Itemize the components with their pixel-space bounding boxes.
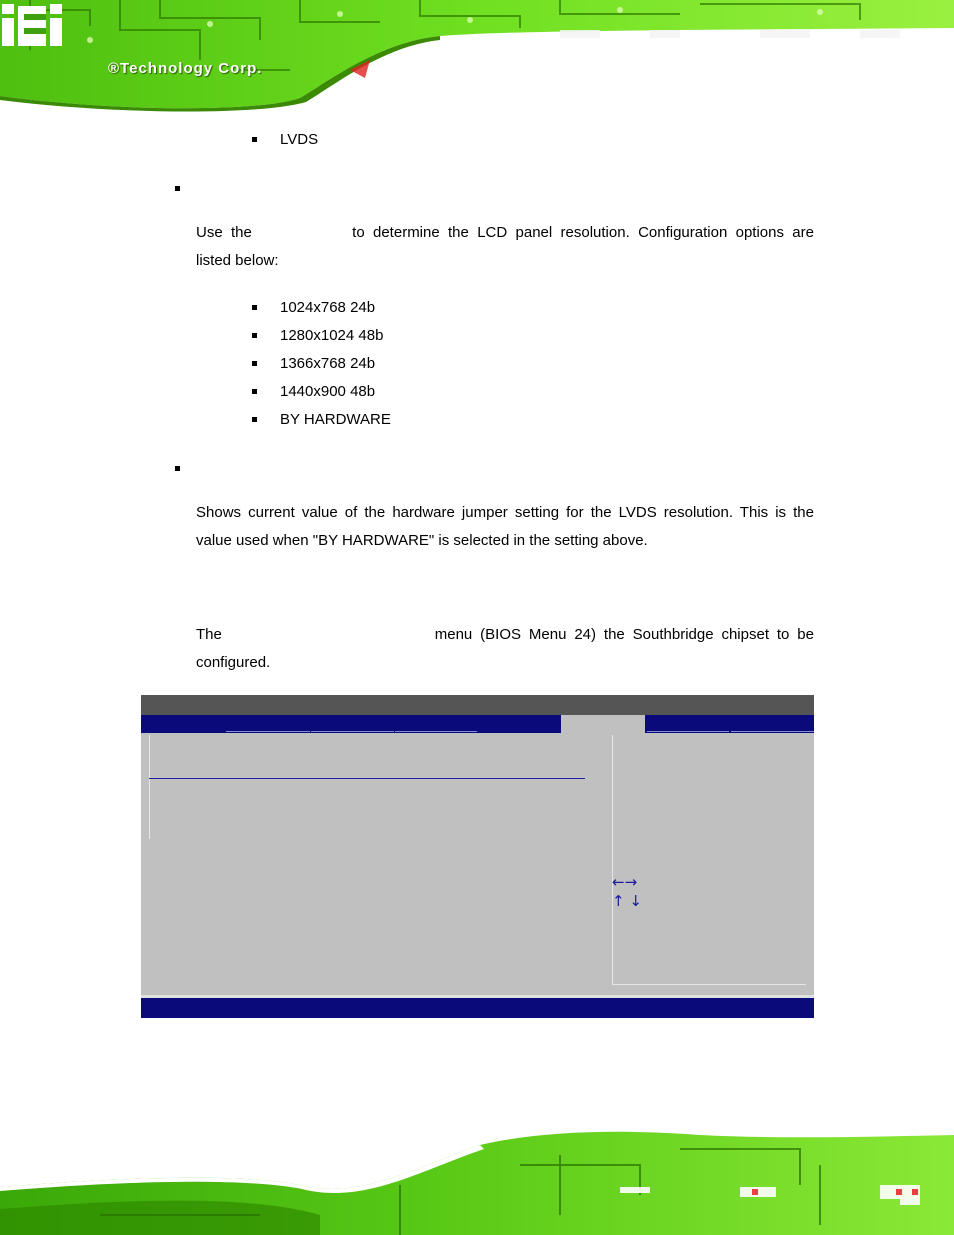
bullet-icon: [252, 417, 257, 422]
word: determine: [373, 224, 440, 241]
bios-tab-underline: [731, 731, 814, 732]
option-text: 1280x1024 48b: [280, 327, 384, 344]
option-text: BY HARDWARE: [280, 411, 391, 428]
bios-tab-underline: [395, 731, 477, 732]
option-text: 1440x900 48b: [280, 383, 376, 400]
option-text: 1024x768 24b: [280, 299, 376, 316]
bullet-icon: [252, 389, 257, 394]
bios-title-bar: [141, 695, 814, 715]
option-text: 1366x768 24b: [280, 355, 376, 372]
southbridge-paragraph-line2: configured.: [196, 654, 271, 671]
jumper-paragraph-line2: value used when "BY HARDWARE" is selected in the setting above.: [196, 532, 648, 549]
bios-help-panel: [612, 735, 806, 985]
bios-separator: [149, 778, 585, 779]
circuit-board-footer-graphic: [0, 1125, 954, 1235]
bios-tab-active[interactable]: [561, 715, 645, 733]
footer-banner: [0, 1125, 954, 1235]
bios-menu-screenshot: [141, 695, 814, 1018]
circuit-board-header-graphic: [0, 0, 954, 112]
resolution-paragraph: [196, 219, 814, 275]
word: be: [797, 626, 814, 643]
bios-tab-underline: [311, 731, 394, 732]
word: options: [735, 224, 784, 241]
word: panel: [515, 224, 553, 241]
word: Use: [196, 224, 223, 241]
bios-tab-underline: [226, 731, 310, 732]
bullet-icon: [252, 137, 257, 142]
company-name: ®Technology Corp.: [108, 60, 263, 77]
word: (BIOS: [480, 626, 522, 643]
section-bullet-icon: [175, 466, 180, 471]
word: the: [231, 224, 252, 241]
word: to: [776, 626, 790, 643]
bullet-icon: [252, 333, 257, 338]
header-banner: [0, 0, 954, 112]
up-down-arrow-icon: ↑ ↓: [612, 892, 642, 910]
word: the: [448, 224, 469, 241]
bullet-icon: [252, 305, 257, 310]
southbridge-paragraph: [196, 621, 814, 677]
jumper-paragraph-line1: Shows current value of the hardware jumper setting for the LVDS resolution. This is the: [196, 504, 814, 521]
word: to: [352, 224, 365, 241]
word: chipset: [721, 626, 769, 643]
resolution-paragraph-line2: listed below:: [196, 252, 279, 269]
left-right-arrow-icon: ←→: [612, 873, 638, 891]
word: resolution.: [560, 224, 630, 241]
word: Menu: [528, 626, 567, 643]
bios-left-rule: [149, 735, 150, 839]
section-bullet-icon: [175, 186, 180, 191]
bios-status-divider: [141, 995, 814, 998]
bios-status-bar: [141, 995, 814, 1018]
bullet-icon: [252, 361, 257, 366]
word: Configuration: [638, 224, 728, 241]
resolution-paragraph-line1: [196, 219, 814, 247]
list-item-text: LVDS: [280, 131, 319, 148]
word: 24): [574, 626, 597, 643]
word: The: [196, 626, 222, 643]
word: are: [792, 224, 814, 241]
word: LCD: [477, 224, 508, 241]
bios-tab-underline: [647, 731, 729, 732]
word: Southbridge: [632, 626, 714, 643]
southbridge-paragraph-line1: [196, 621, 814, 649]
word: the: [603, 626, 625, 643]
word: menu: [434, 626, 473, 643]
jumper-paragraph: [196, 499, 814, 555]
iei-logo-icon: [0, 0, 66, 50]
